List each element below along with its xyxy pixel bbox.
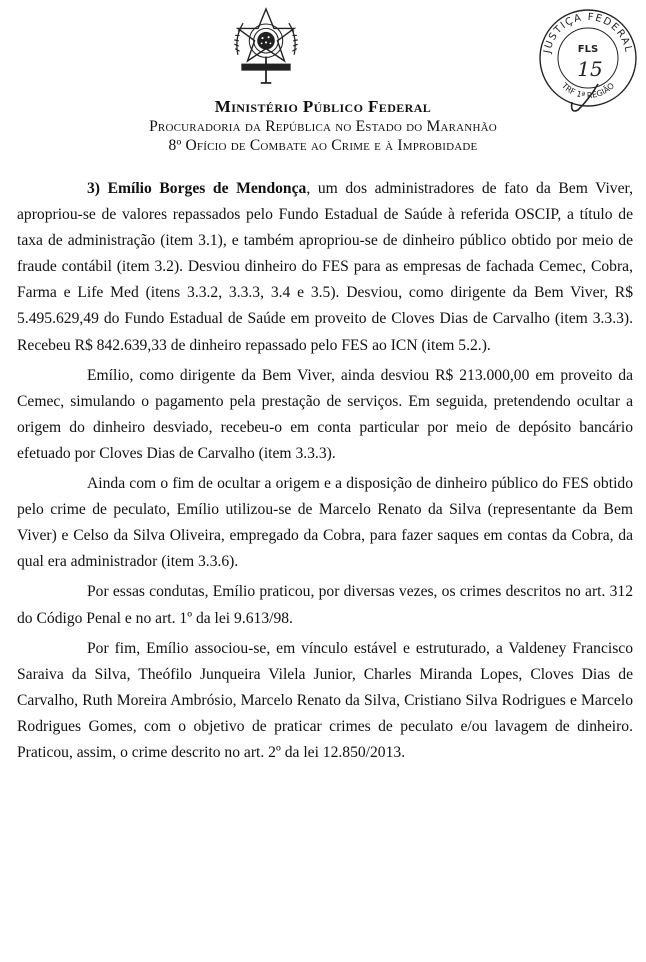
coat-of-arms-icon [222,2,310,90]
institution-name: Ministério Público Federal [214,97,432,116]
stamp-label: FLS [577,44,599,55]
document-header [0,96,646,155]
paragraph-1 [17,176,633,359]
unit-name: 8º Ofício de Combate ao Crime e à Improbidade [168,137,478,154]
stamp-page-number: 15 [577,57,603,81]
paragraph-2: Emílio, como dirigente da Bem Viver, ainda desviou R$ 213.000,00 em proveito da Cemec, simulando o pagamento pela prestação de serviços. Em seguida, pretendendo ocultar a origem do dinheiro desviado, recebeu-o em conta particular por meio de depósito bancário efetuado por Cloves Dias de Carvalho (item 3.3.3). [17,366,633,462]
paragraph-1-text: , um dos administradores de fato da Bem Viver, apropriou-se de valores repassados pelo Fundo Estadual de Saúde à referida OSCIP, a título de taxa de administração (item 3.1), e também apropriou-se de dinheiro público obtido por meio de fraude contábil (item 3.2). Desviou dinheiro do FES para as empresas de fachada Cemec, Cobra, Farma e Life Med (itens 3.3.2, 3.3.3, 3.4 e 3.5). Desviou, como dirigente da Bem Viver, R$ 5.495.629,49 do Fundo Estadual de Saúde em proveito de Cloves Dias de Carvalho (item 3.3.3). Recebeu R$ 842.639,33 de dinheiro repassado pelo FES ao ICN (item 5.2.). [17,180,633,354]
stamp-ring-top: JUSTIÇA FEDERAL [542,11,634,55]
stamp-ring-bottom: TRF 1ª REGIÃO [559,81,617,101]
defendant-name: 3) Emílio Borges de Mendonça [87,180,307,197]
office-name: Procuradoria da República no Estado do Maranhão [149,118,497,135]
paragraph-3: Ainda com o fim de ocultar a origem e a disposição de dinheiro público do FES obtido pelo crime de peculato, Emílio utilizou-se de Marcelo Renato da Silva (representante da Bem Viver) e Celso da Silva Oliveira, empregado da Cobra, para fazer saques em contas da Cobra, da qual era administrador (item 3.3.6). [17,475,633,571]
paragraph-4: Por essas condutas, Emílio praticou, por diversas vezes, os crimes descritos no art. 312 do Código Penal e no art. 1º da lei 9.613/98. [17,583,633,627]
paragraph-5: Por fim, Emílio associou-se, em vínculo estável e estruturado, a Valdeney Francisco Saraiva da Silva, Theófilo Junqueira Vilela Junior, Charles Miranda Lopes, Cloves Dias de Carvalho, Ruth Moreira Ambrósio, Marcelo Renato da Silva, Cristiano Silva Rodrigues e Marcelo Rodrigues Gomes, com o objetivo de praticar crimes de peculato e/ou lavagem de dinheiro. Praticou, assim, o crime descrito no art. 2º da lei 12.850/2013. [17,639,633,761]
document-body [17,176,633,766]
